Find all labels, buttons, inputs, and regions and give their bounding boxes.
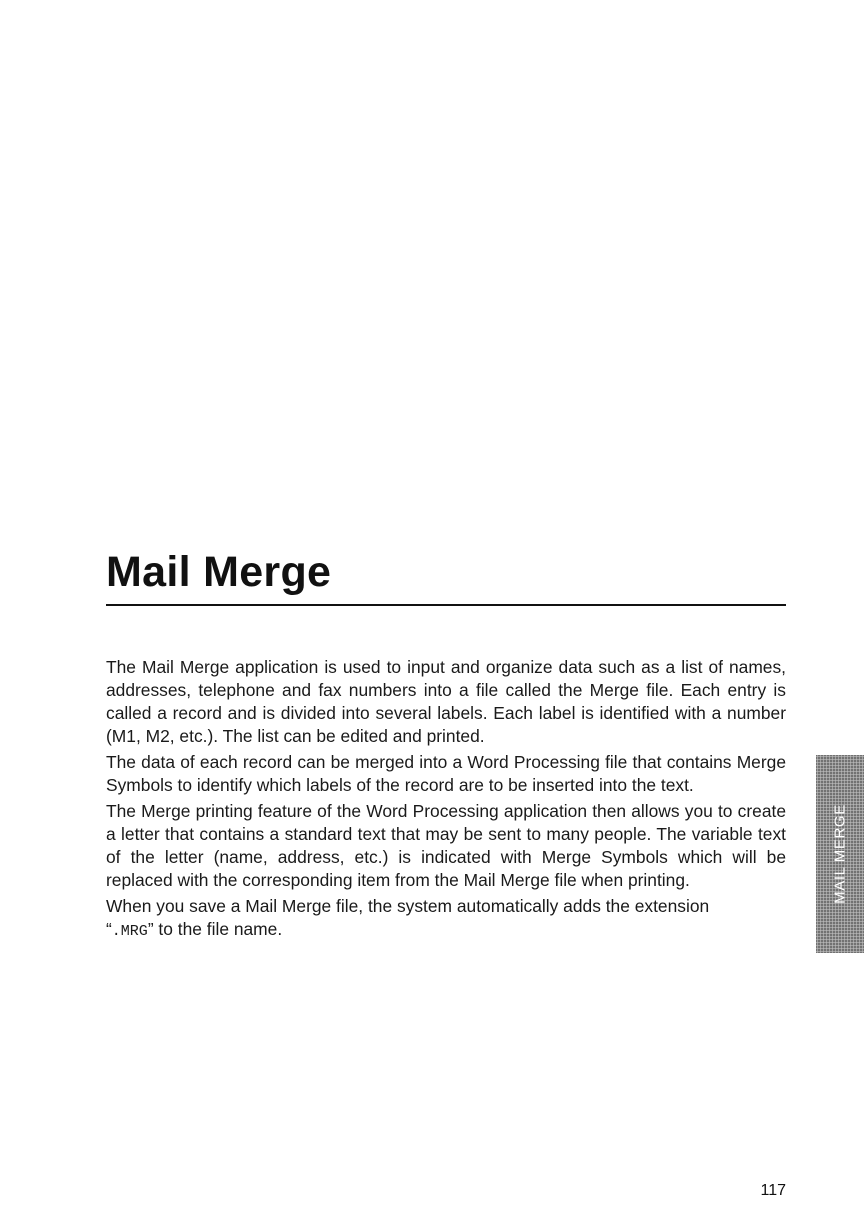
quote-open: “	[106, 919, 112, 939]
page-title: Mail Merge	[106, 548, 332, 596]
body-text	[106, 656, 786, 946]
file-extension: .MRG	[111, 923, 148, 940]
paragraph-merge-symbols: The data of each record can be merged into a Word Processing file that contains Merge Symbols to identify which labels of the record are to be inserted into the text.	[106, 752, 786, 795]
paragraph-file-extension	[106, 895, 786, 943]
paragraph-file-extension-end: ” to the file name.	[147, 919, 283, 939]
section-tab-label: MAIL MERGE	[831, 804, 849, 904]
section-tab	[816, 755, 864, 953]
paragraph-intro: The Mail Merge application is used to input and organize data such as a list of names, addresses, telephone and fax numbers into a file called the Merge file. Each entry is called a record and is divided into several labels. Each label is identified with a number (M1, M2, etc.). The list can be edited and printed.	[106, 657, 786, 746]
paragraph-file-extension-text: When you save a Mail Merge file, the system automatically adds the extension	[106, 896, 710, 916]
paragraph-merge-printing: The Merge printing feature of the Word Processing application then allows you to create a letter that contains a standard text that may be sent to many people. The variable text of the letter (name, address, etc.) is indicated with Merge Symbols which will be replaced with the corresponding item from the Mail Merge file when printing.	[106, 801, 786, 890]
page-number: 117	[760, 1182, 786, 1199]
title-divider	[106, 604, 786, 606]
